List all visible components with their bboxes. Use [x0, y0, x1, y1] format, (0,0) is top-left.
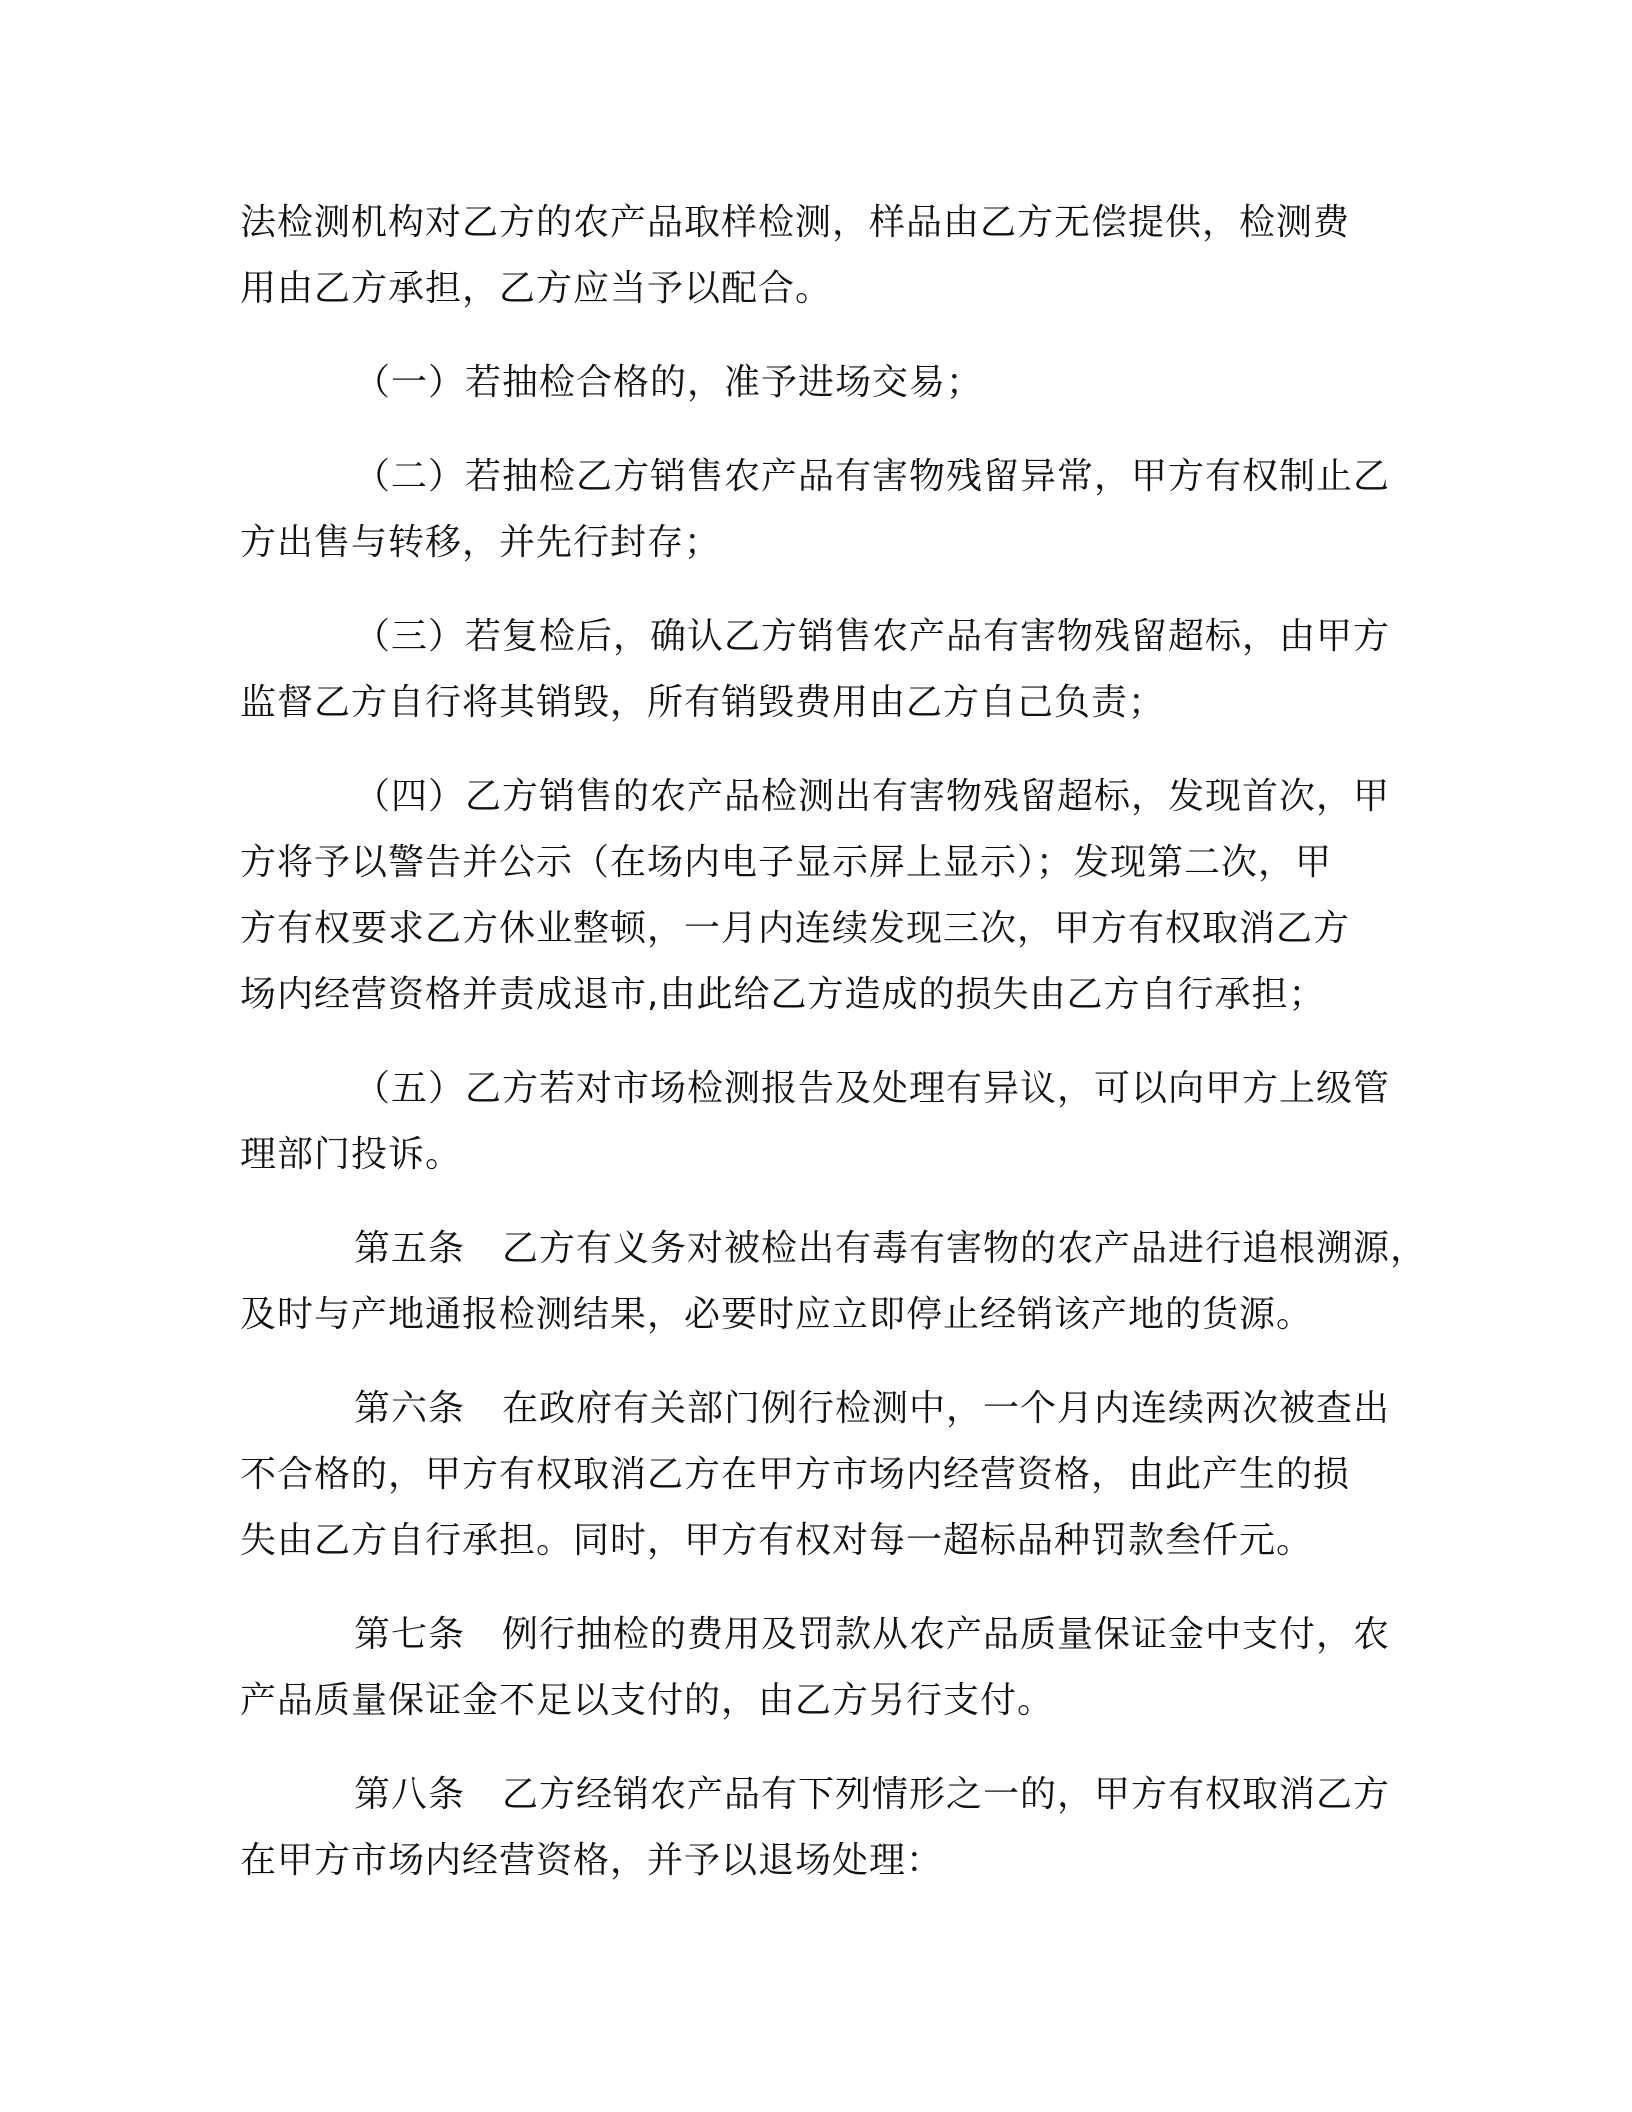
text-line: （二）若抽检乙方销售农产品有害物残留异常，甲方有权制止乙 [354, 456, 1391, 497]
text-line: （三）若复检后，确认乙方销售农产品有害物残留超标，由甲方 [354, 616, 1391, 657]
text-line: 方有权要求乙方休业整顿，一月内连续发现三次，甲方有权取消乙方 [240, 908, 1351, 949]
text-line: 理部门投诉。 [240, 1134, 463, 1175]
text-line: 及时与产地通报检测结果，必要时应立即停止经销该产地的货源。 [240, 1294, 1314, 1335]
text-line: 方出售与转移，并先行封存； [240, 522, 722, 563]
article-5 [240, 1216, 1428, 1348]
text-line: 第六条 在政府有关部门例行检测中，一个月内连续两次被查出 [354, 1388, 1391, 1429]
paragraph-4 [240, 764, 1400, 1028]
text-line: 第七条 例行抽检的费用及罚款从农产品质量保证金中支付，农 [354, 1614, 1391, 1655]
text-line: 法检测机构对乙方的农产品取样检测，样品由乙方无偿提供，检测费 [240, 202, 1351, 243]
text-line: 产品质量保证金不足以支付的，由乙方另行支付。 [240, 1680, 1055, 1721]
text-line: 第八条 乙方经销农产品有下列情形之一的，甲方有权取消乙方 [354, 1774, 1391, 1815]
text-line: （五）乙方若对市场检测报告及处理有异议，可以向甲方上级管 [354, 1068, 1391, 1109]
paragraph-3 [240, 604, 1400, 736]
article-8 [240, 1762, 1400, 1894]
paragraph-0 [240, 190, 1400, 322]
text-line: 方将予以警告并公示（在场内电子显示屏上显示）；发现第二次，甲 [240, 842, 1333, 883]
article-7 [240, 1602, 1400, 1734]
paragraph-2 [240, 444, 1400, 576]
article-6 [240, 1376, 1400, 1574]
text-line: 失由乙方自行承担。同时，甲方有权对每一超标品种罚款叁仟元。 [240, 1520, 1314, 1561]
paragraph-5 [240, 1056, 1400, 1188]
text-line: 场内经营资格并责成退市,由此给乙方造成的损失由乙方自行承担； [240, 974, 1326, 1015]
document-page [240, 190, 1428, 1894]
text-line: 用由乙方承担，乙方应当予以配合。 [240, 268, 833, 309]
text-line: 不合格的，甲方有权取消乙方在甲方市场内经营资格，由此产生的损 [240, 1454, 1351, 1495]
text-line: （一）若抽检合格的，准予进场交易； [354, 362, 984, 403]
paragraph-1 [240, 350, 1400, 416]
text-line: 在甲方市场内经营资格，并予以退场处理： [240, 1840, 944, 1881]
text-line: （四）乙方销售的农产品检测出有害物残留超标，发现首次，甲 [354, 776, 1391, 817]
text-line: 监督乙方自行将其销毁，所有销毁费用由乙方自己负责； [240, 682, 1166, 723]
text-line: 第五条 乙方有义务对被检出有毒有害物的农产品进行追根溯源， [354, 1228, 1428, 1269]
